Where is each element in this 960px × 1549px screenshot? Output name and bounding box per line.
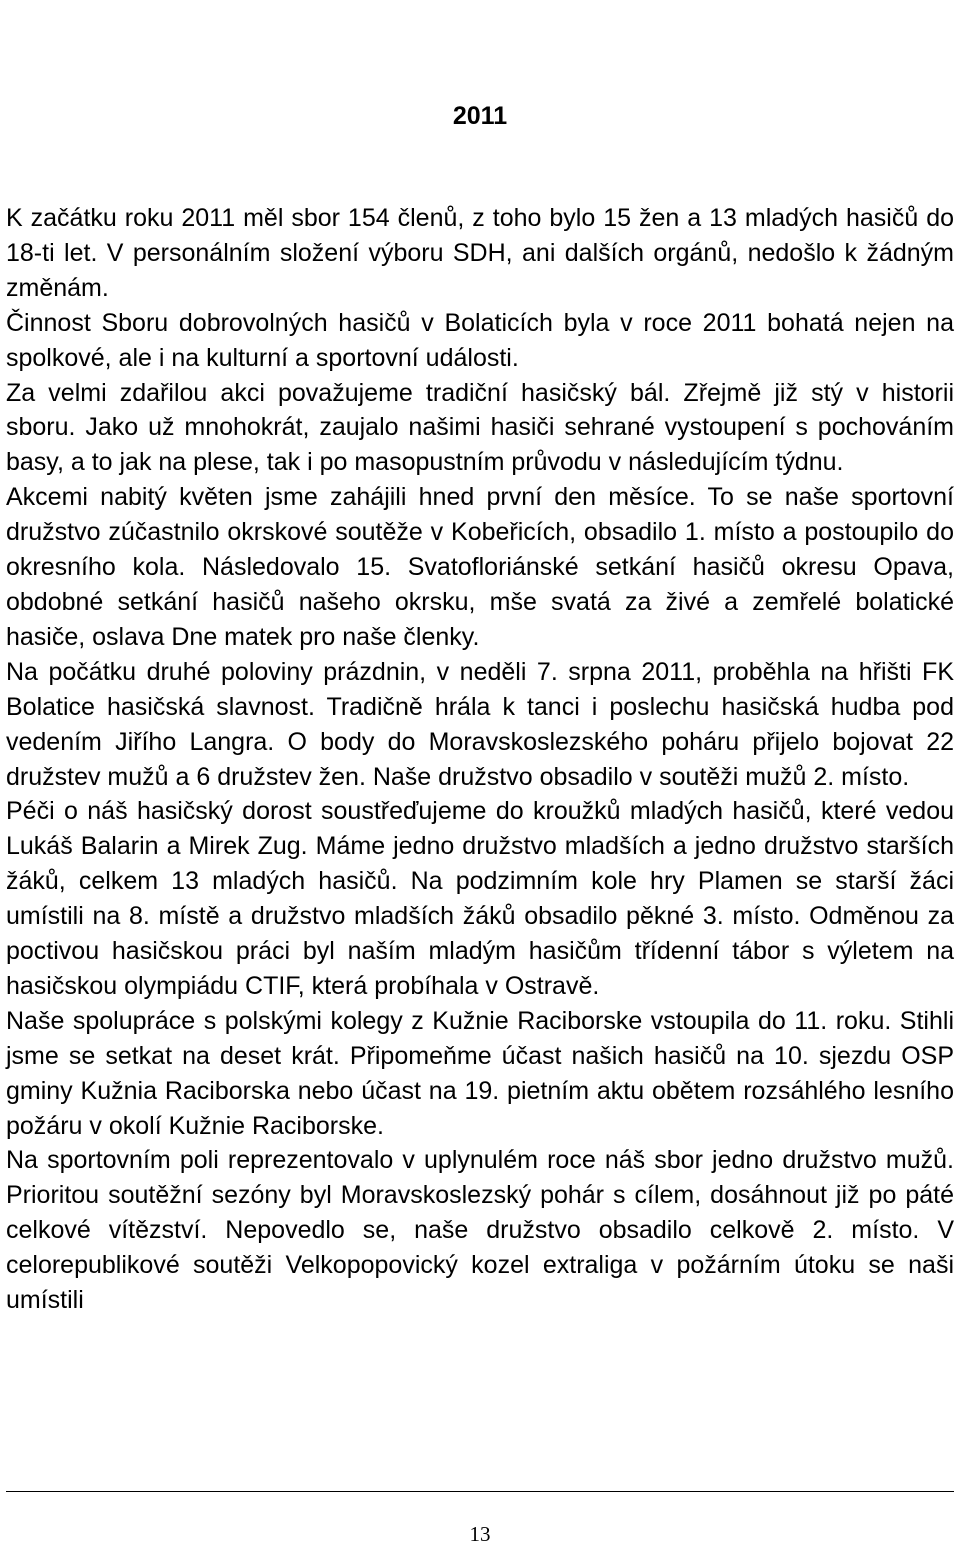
footer-divider xyxy=(6,1491,954,1492)
page-number: 13 xyxy=(469,1522,491,1546)
paragraph-activity: Činnost Sboru dobrovolných hasičů v Bolaticích byla v roce 2011 bohatá nejen na spolkové, ale i na kulturní a sportovní události. xyxy=(6,308,954,372)
page-heading: 2011 xyxy=(452,102,508,130)
paragraph-ball: Za velmi zdařilou akci považujeme tradiční hasičský bál. Zřejmě již stý v historii sboru. Jako už mnohokrát, zaujalo našimi hasiči sehrané vystoupení s pochováním basy, a to jak na plese, tak i po masopustním průvodu v následujícím týdnu. xyxy=(6,378,954,477)
paragraph-summer-festival: Na počátku druhé poloviny prázdnin, v neděli 7. srpna 2011, proběhla na hřišti FK Bolatice hasičská slavnost. Tradičně hrála k tanci i poslechu hasičská hudba pod vedením Jiřího Langra. O body do Moravskoslezského poháru přijelo bojovat 22 družstev mužů a 6 družstev žen. Naše družstvo obsadilo v soutěži mužů 2. místo. xyxy=(6,657,954,791)
paragraph-sports: Na sportovním poli reprezentovalo v uplynulém roce náš sbor jedno družstvo mužů. Prioritou soutěžní sezóny byl Moravskoslezský pohár s cílem, dosáhnout již po páté celkové vítězství. Nepovedlo se, naše družstvo obsadilo celkově 2. místo. V celorepublikové soutěži Velkopopovický kozel extraliga v požárním útoku se naši umístili xyxy=(6,1146,954,1315)
document-body xyxy=(6,201,954,1318)
paragraph-may-events: Akcemi nabitý květen jsme zahájili hned první den měsíce. To se naše sportovní družstvo zúčastnilo okrskové soutěže v Kobeřicích, obsadilo 1. místo a postoupilo do okresního kola. Následovalo 15. Svatofloriánské setkání hasičů okresu Opava, obdobné setkání hasičů našeho okrsku, mše svatá za živé a zemřelé bolatické hasiče, oslava Dne matek pro naše členky. xyxy=(6,483,954,651)
paragraph-youth: Péči o náš hasičský dorost soustřeďujeme do kroužků mladých hasičů, které vedou Lukáš Balarin a Mirek Zug. Máme jedno družstvo mladších a jedno družstvo starších žáků, celkem 13 mladých hasičů. Na podzimním kole hry Plamen se starší žáci umístili na 8. místě a družstvo mladších žáků obsadilo pěkné 3. místo. Odměnou za poctivou hasičskou práci byl naším mladým hasičům třídenní tábor s výletem na hasičskou olympiádu CTIF, která probíhala v Ostravě. xyxy=(6,797,954,1000)
paragraph-membership: K začátku roku 2011 měl sbor 154 členů, z toho bylo 15 žen a 13 mladých hasičů do 18-ti let. V personálním složení výboru SDH, ani dalších orgánů, nedošlo k žádným změnám. xyxy=(6,204,954,302)
paragraph-polish-cooperation: Naše spolupráce s polskými kolegy z Kužnie Raciborske vstoupila do 11. roku. Stihli jsme se setkat na deset krát. Připomeňme účast našich hasičů na 10. sjezdu OSP gminy Kužnia Raciborska nebo účast na 19. pietním aktu obětem rozsáhlého lesního požáru v okolí Kužnie Raciborske. xyxy=(6,1006,954,1140)
